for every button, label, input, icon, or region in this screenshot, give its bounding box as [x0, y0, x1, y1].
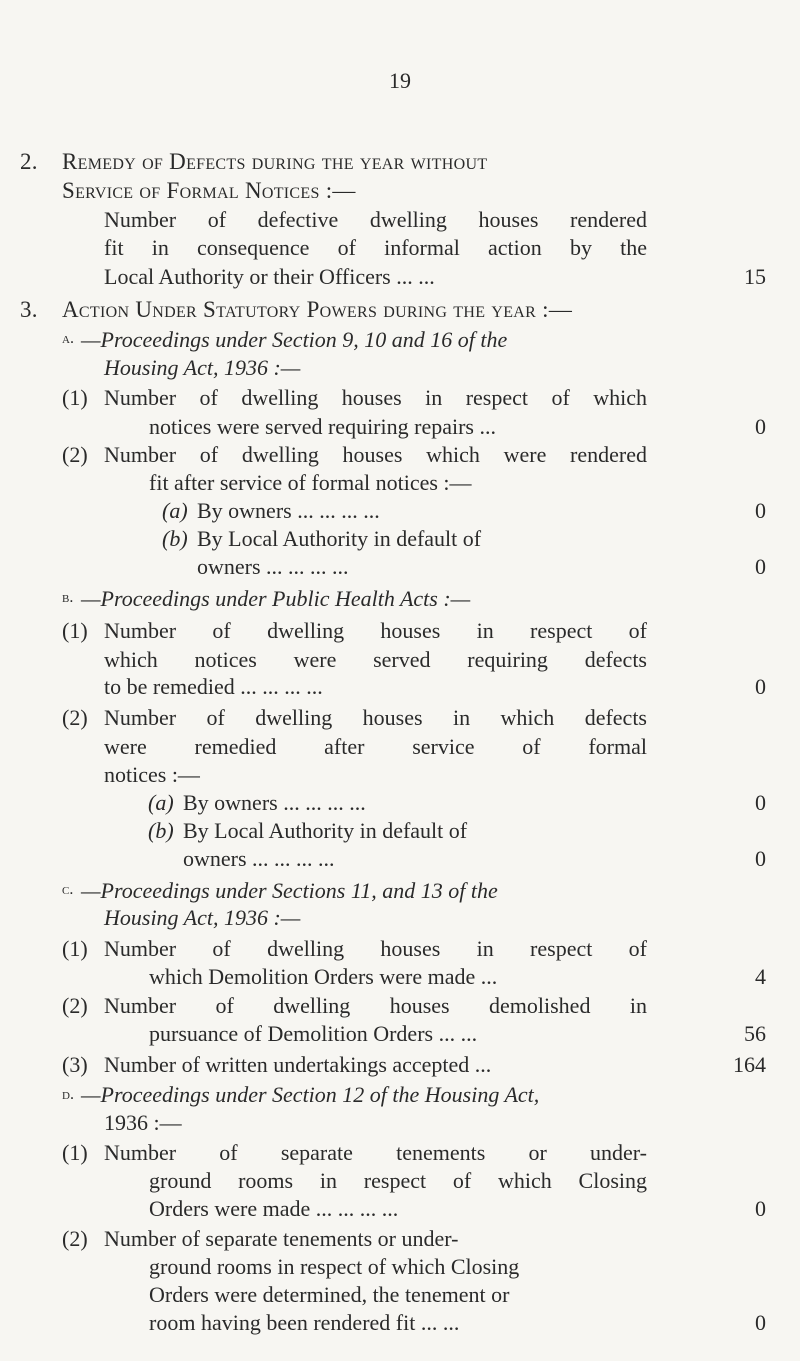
a1-text: Number of dwelling houses in respect of which [104, 385, 647, 410]
b2-text: Number of dwelling houses in which defects [104, 705, 647, 730]
a2b-label: (b) [162, 526, 188, 551]
b2a-text: By owners ... ... ... ... [183, 790, 366, 815]
c3-number: (3) [62, 1052, 88, 1077]
b2b-text-2: owners ... ... ... ... [183, 846, 335, 871]
b1-value: 0 [755, 674, 766, 699]
a2a-text: By owners ... ... ... ... [197, 498, 380, 523]
section-2-text: Number of defective dwelling houses rendered [104, 207, 647, 232]
c1-text-2: which Demolition Orders were made ... [149, 964, 498, 989]
b2b-text: By Local Authority in default of [183, 818, 468, 843]
c1-text: Number of dwelling houses in respect of [104, 936, 647, 961]
d1-text-3: Orders were made ... ... ... ... [149, 1196, 399, 1221]
a1-value: 0 [755, 414, 766, 439]
section-3-heading: Action Under Statutory Powers during the year :— [62, 297, 573, 322]
c2-value: 56 [744, 1021, 766, 1046]
subsection-d-label: d. [62, 1086, 74, 1103]
a2-text: Number of dwelling houses which were rendered [104, 442, 647, 467]
b2-text-2: were remedied after service of formal [104, 734, 647, 759]
d1-value: 0 [755, 1196, 766, 1221]
c1-number: (1) [62, 936, 88, 961]
d2-value: 0 [755, 1310, 766, 1335]
a2b-text-2: owners ... ... ... ... [197, 554, 349, 579]
section-2-heading-cont: Service of Formal Notices :— [62, 178, 356, 203]
subsection-c-title: —Proceedings under Sections 11, and 13 of the [81, 878, 498, 903]
a2a-label: (a) [162, 498, 188, 523]
b2b-label: (b) [148, 818, 174, 843]
d2-text-2: ground rooms in respect of which Closing [149, 1254, 520, 1279]
subsection-a-title-cont: Housing Act, 1936 :— [104, 355, 301, 380]
b1-text-3: to be remedied ... ... ... ... [104, 674, 323, 699]
page-number: 19 [389, 68, 411, 93]
subsection-b-label: b. [62, 589, 74, 606]
d1-number: (1) [62, 1140, 88, 1165]
c3-text: Number of written undertakings accepted ... [104, 1052, 492, 1077]
b2a-label: (a) [148, 790, 174, 815]
subsection-a-title: —Proceedings under Section 9, 10 and 16 of the [81, 327, 508, 352]
b1-number: (1) [62, 618, 88, 643]
subsection-d-title: —Proceedings under Section 12 of the Housing Act, [81, 1082, 540, 1107]
c2-text: Number of dwelling houses demolished in [104, 993, 647, 1018]
subsection-a-label: a. [62, 330, 74, 347]
d1-text: Number of separate tenements or under- [104, 1140, 647, 1165]
section-2-value: 15 [744, 264, 766, 289]
a2a-value: 0 [755, 498, 766, 523]
subsection-c-label: c. [62, 881, 74, 898]
b2-text-3: notices :— [104, 762, 200, 787]
d2-number: (2) [62, 1226, 88, 1251]
c2-text-2: pursuance of Demolition Orders ... ... [149, 1021, 478, 1046]
b2-number: (2) [62, 705, 88, 730]
d2-text: Number of separate tenements or under- [104, 1226, 459, 1251]
d2-text-3: Orders were determined, the tenement or [149, 1282, 510, 1307]
subsection-c-title-cont: Housing Act, 1936 :— [104, 905, 301, 930]
d2-text-4: room having been rendered fit ... ... [149, 1310, 460, 1335]
a1-text-2: notices were served requiring repairs ... [149, 414, 496, 439]
d1-text-2: ground rooms in respect of which Closing [149, 1168, 647, 1193]
b1-text: Number of dwelling houses in respect of [104, 618, 647, 643]
b2a-value: 0 [755, 790, 766, 815]
a1-number: (1) [62, 385, 88, 410]
section-2-text-2: fit in consequence of informal action by the [104, 235, 647, 260]
a2-number: (2) [62, 442, 88, 467]
section-2-heading: Remedy of Defects during the year without [62, 149, 488, 174]
subsection-b-title: —Proceedings under Public Health Acts :— [81, 586, 471, 611]
section-2-text-3: Local Authority or their Officers ... ... [104, 264, 435, 289]
subsection-d-title-cont: 1936 :— [104, 1110, 182, 1135]
a2-text-2: fit after service of formal notices :— [149, 470, 472, 495]
section-2-number: 2. [20, 149, 38, 174]
section-3-number: 3. [20, 297, 38, 322]
b2b-value: 0 [755, 846, 766, 871]
c1-value: 4 [755, 964, 766, 989]
b1-text-2: which notices were served requiring defects [104, 647, 647, 672]
c2-number: (2) [62, 993, 88, 1018]
c3-value: 164 [733, 1052, 766, 1077]
a2b-text: By Local Authority in default of [197, 526, 482, 551]
a2b-value: 0 [755, 554, 766, 579]
